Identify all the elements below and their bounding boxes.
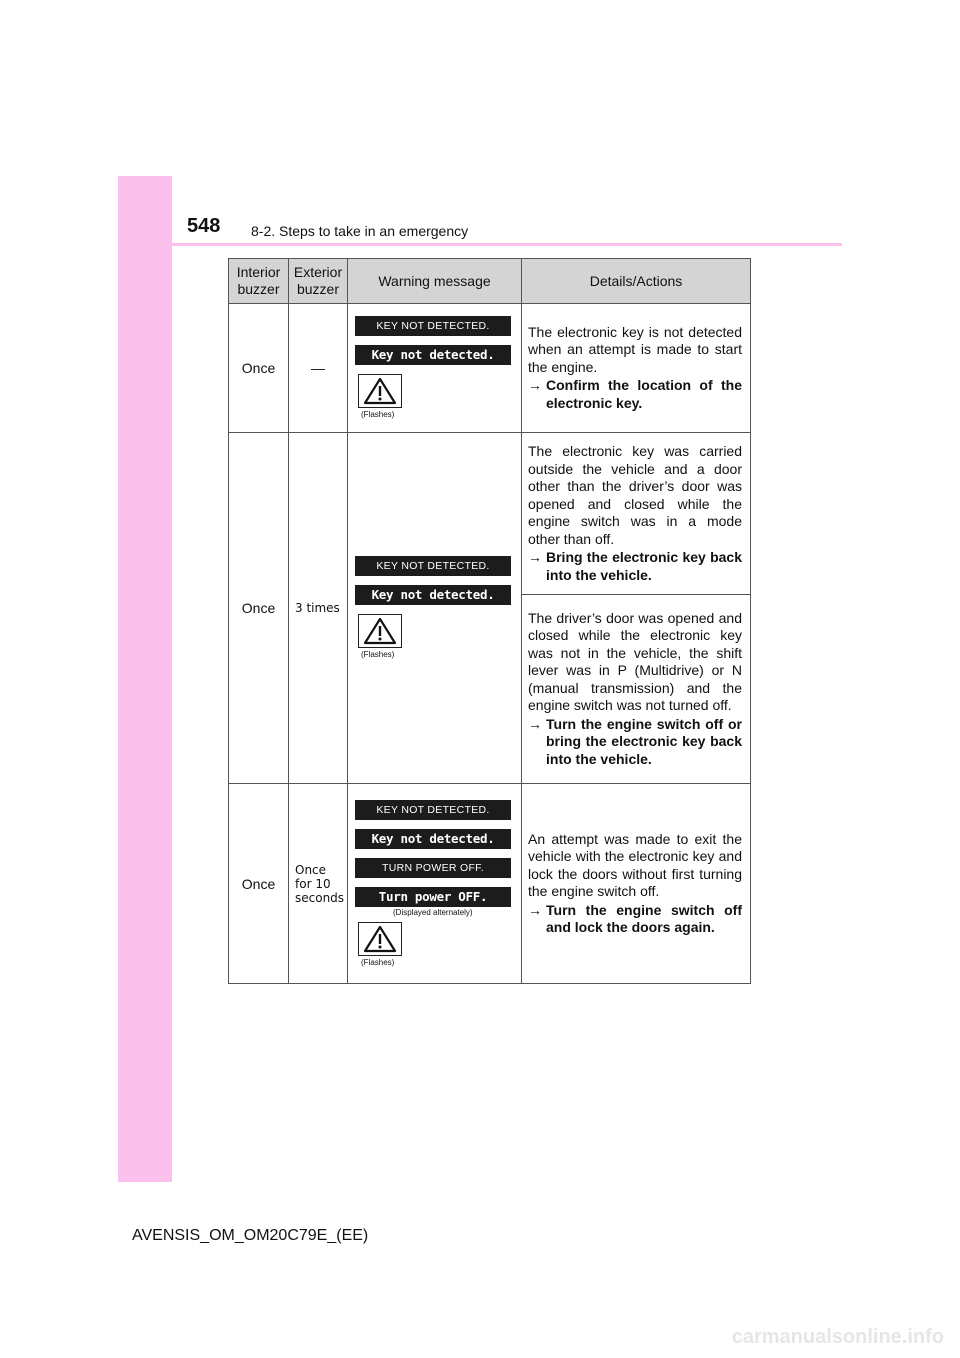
details-text: The electronic key is not detected when an attempt is made to start the engine. [528,323,742,375]
header-details-actions: Details/Actions [522,259,751,304]
details-cell [522,304,751,433]
interior-buzzer-cell: Once [229,304,289,433]
warning-triangle-icon [358,614,402,648]
action-line [528,716,742,769]
alternate-note: (Displayed alternately) [393,907,473,917]
details-cell [522,433,751,595]
table-row [229,433,751,595]
details-text: An attempt was made to exit the vehicle with the electronic key and lock the doors without first turning the engine switch off. [528,830,742,899]
flashes-note: (Flashes) [361,410,395,419]
table-header-row [229,259,751,304]
message-bar: Key not detected. [355,345,511,365]
action-line [528,549,742,584]
document-code: AVENSIS_OM_OM20C79E_(EE) [132,1227,369,1244]
header-interior-buzzer: Interior buzzer [229,259,289,304]
table-row [229,304,751,433]
warning-triangle-icon [358,922,402,956]
warning-message-cell [348,784,522,984]
message-bar: Turn power OFF. [355,887,511,907]
warning-triangle-icon [358,374,402,408]
header-exterior-buzzer: Exterior buzzer [289,259,348,304]
message-bar: KEY NOT DETECTED. [355,800,511,820]
message-bar: KEY NOT DETECTED. [355,556,511,576]
action-line [528,902,742,937]
header-warning-message: Warning message [348,259,522,304]
action-text: Bring the electronic key back into the vehicle. [546,549,742,583]
exterior-buzzer-cell: — [289,304,348,433]
action-text: Confirm the location of the electronic key. [546,377,742,411]
watermark: carmanualsonline.info [731,1326,944,1348]
details-cell [522,595,751,784]
exterior-buzzer-cell: Once for 10 seconds [289,784,348,984]
warning-table [228,258,751,984]
section-title: 8-2. Steps to take in an emergency [251,223,469,239]
exterior-buzzer-cell: 3 times [289,433,348,784]
flashes-note: (Flashes) [361,957,395,967]
table-row [229,784,751,984]
message-bar: KEY NOT DETECTED. [355,316,511,336]
interior-buzzer-cell: Once [229,784,289,984]
arrow-icon: → [528,901,542,918]
message-bar: Key not detected. [355,829,511,849]
message-bar: TURN POWER OFF. [355,858,511,878]
action-text: Turn the engine switch off and lock the doors again. [546,901,742,935]
action-text: Turn the engine switch off or bring the electronic key back into the vehicle. [546,715,742,767]
header-rule [118,243,842,246]
arrow-icon: → [528,377,542,394]
message-bar: Key not detected. [355,585,511,605]
details-text: The driver’s door was opened and closed while the electronic key was not in the vehicle, the shift lever was in P (Multidrive) or N (manual transmission) and the engine switch was not turned off. [528,609,742,714]
flashes-note: (Flashes) [361,650,395,659]
warning-message-cell [348,433,522,784]
arrow-icon: → [528,715,542,732]
interior-buzzer-cell: Once [229,433,289,784]
page-number: 548 [187,215,221,237]
warning-message-cell [348,304,522,433]
arrow-icon: → [528,549,542,565]
details-text: The electronic key was carried outside the vehicle and a door other than the driver’s door was opened and closed while the engine switch was in a mode other than off. [528,443,742,547]
page-header [187,214,887,244]
details-cell [522,784,751,984]
action-line [528,377,742,412]
side-tab-bar [118,176,172,1182]
